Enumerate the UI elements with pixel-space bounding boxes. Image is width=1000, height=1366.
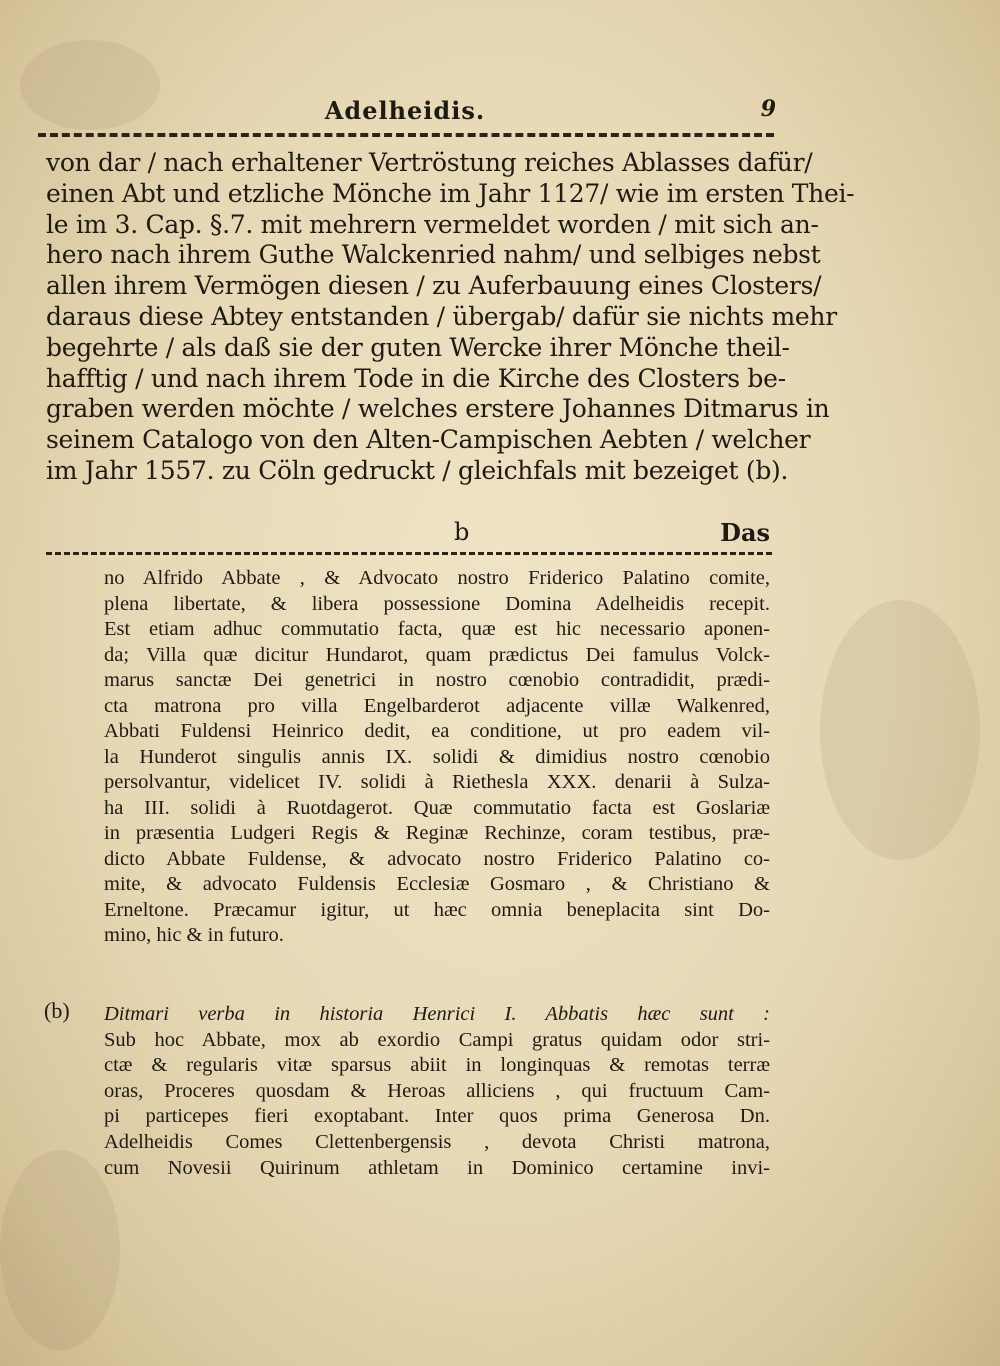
paper-stain	[820, 600, 980, 860]
footnote-line: persolvantur, videlicet IV. solidi à Riethesla XXX. denarii à Sulza-	[104, 771, 770, 793]
text-line: einen Abt und etzliche Mönche im Jahr 1127/ wie im ersten Thei-	[46, 178, 855, 208]
footnote-line: mino, hic & in futuro.	[104, 924, 284, 946]
footnote-line: Abbati Fuldensi Heinrico dedit, ea conditione, ut pro eadem vil-	[104, 720, 770, 742]
footnote-a	[104, 566, 770, 949]
running-title: Adelheidis.	[324, 96, 486, 125]
footnote-line: pi particepes fieri exoptabant. Inter quos prima Generosa Dn.	[104, 1105, 770, 1128]
footnote-line: Sub hoc Abbate, mox ab exordio Campi gratus quidam odor stri-	[104, 1028, 770, 1051]
footnote-line: Est etiam adhuc commutatio facta, quæ est hic necessario aponen-	[104, 618, 770, 640]
footnote-line: Adelheidis Comes Clettenbergensis , devota Christi matrona,	[104, 1130, 770, 1153]
page-header	[40, 96, 776, 136]
signature-line	[46, 518, 770, 548]
footnote-line: plena libertate, & libera possessione Domina Adelheidis recepit.	[104, 592, 770, 615]
footnote-b-marker: (b)	[44, 998, 70, 1023]
footnote-line: oras, Proceres quosdam & Heroas alliciens , qui fructuum Cam-	[104, 1079, 770, 1102]
catchword: Das	[720, 518, 770, 547]
footnote-line: marus sanctæ Dei genetrici in nostro cœnobio contradidit, prædi-	[104, 669, 770, 691]
page-number: 9	[760, 96, 776, 122]
footnote-line: mite, & advocato Fuldensis Ecclesiæ Gosmaro , & Christiano &	[104, 873, 770, 895]
header-rule	[38, 133, 774, 137]
signature-mark: b	[454, 518, 470, 546]
text-line: daraus diese Abtey entstanden / übergab/ dafür sie nichts mehr	[46, 301, 837, 331]
footnote-rule	[46, 552, 772, 555]
text-line: hero nach ihrem Guthe Walckenried nahm/ und selbiges nebst	[46, 240, 821, 270]
footnote-line: no Alfrido Abbate , & Advocato nostro Friderico Palatino comite,	[104, 567, 770, 589]
footnote-line: ctæ & regularis vitæ sparsus abiit in longinquas & remotas terræ	[104, 1054, 770, 1077]
footnote-line: da; Villa quæ dicitur Hundarot, quam prædictus Dei famulus Volck-	[104, 643, 770, 666]
paper-stain	[0, 1150, 120, 1350]
text-line: begehrte / als daß sie der guten Wercke ihrer Mönche theil-	[46, 332, 790, 362]
footnote-line: in præsentia Ludgeri Regis & Reginæ Rechinze, coram testibus, præ-	[104, 822, 770, 844]
footnote-line: Ditmari verba in historia Henrici I. Abbatis hæc sunt :	[104, 1003, 770, 1025]
text-line: im Jahr 1557. zu Cöln gedruckt / gleichfals mit bezeiget (b).	[46, 455, 789, 485]
text-line: le im 3. Cap. §.7. mit mehrern vermeldet worden / mit sich an-	[46, 209, 819, 239]
text-line: graben werden möchte / welches erstere Johannes Ditmarus in	[46, 394, 830, 424]
footnote-b	[104, 1002, 770, 1181]
text-line: hafftig / und nach ihrem Tode in die Kirche des Closters be-	[46, 363, 786, 393]
footnote-line: ha III. solidi à Ruotdagerot. Quæ commutatio facta est Goslariæ	[104, 796, 770, 819]
text-line: seinem Catalogo von den Alten-Campischen Aebten / welcher	[46, 425, 811, 455]
main-text	[46, 148, 855, 487]
text-line: von dar / nach erhaltener Vertröstung reiches Ablasses dafür/	[46, 148, 813, 177]
footnote-line: cum Novesii Quirinum athletam in Dominico certamine invi-	[104, 1156, 770, 1179]
footnote-line: dicto Abbate Fuldense, & advocato nostro Friderico Palatino co-	[104, 847, 770, 870]
footnote-line: la Hunderot singulis annis IX. solidi & dimidius nostro cœnobio	[104, 745, 770, 768]
text-line: allen ihrem Vermögen diesen / zu Auferbauung eines Closters/	[46, 271, 822, 301]
footnote-line: Erneltone. Præcamur igitur, ut hæc omnia beneplacita sint Do-	[104, 898, 770, 921]
footnote-line: cta matrona pro villa Engelbarderot adjacente villæ Walkenred,	[104, 694, 770, 717]
